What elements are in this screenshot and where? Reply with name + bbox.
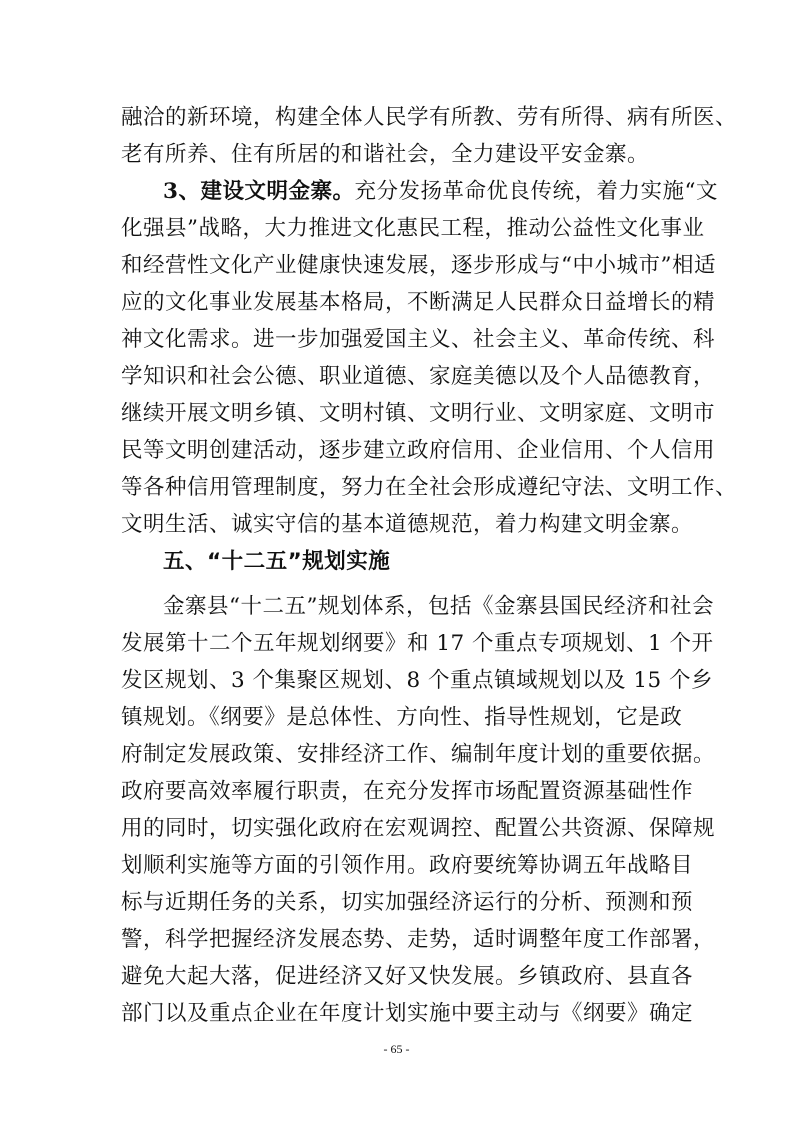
text-line: 标与近期任务的关系，切实加强经济运行的分析、预测和预: [121, 890, 694, 915]
text-line: 府制定发展政策、安排经济工作、编制年度计划的重要依据。: [121, 742, 716, 767]
text-line: 继续开展文明乡镇、文明村镇、文明行业、文明家庭、文明市: [121, 401, 716, 426]
page-number: - 65 -: [383, 1042, 410, 1056]
text-line: 用的同时，切实强化政府在宏观调控、配置公共资源、保障规: [121, 816, 716, 841]
text-line: 充分发扬革命优良传统，着力实施“文: [354, 179, 718, 204]
text-line: 化强县”战略，大力推进文化惠民工程，推动公益性文化事业: [121, 216, 705, 241]
text-line: 发展第十二个五年规划纲要》和 17 个重点专项规划、1 个开: [121, 631, 714, 656]
text-line: 警，科学把握经济发展态势、走势，适时调整年度工作部署，: [121, 927, 716, 952]
text-line: 神文化需求。进一步加强爱国主义、社会主义、革命传统、科: [121, 327, 716, 352]
text-line: 民等文明创建活动，逐步建立政府信用、企业信用、个人信用: [121, 438, 716, 463]
text-line: 划顺利实施等方面的引领作用。政府要统筹协调五年战略目: [121, 853, 694, 878]
text-line: 镇规划。《纲要》是总体性、方向性、指导性规划，它是政: [121, 705, 683, 730]
text-line: 应的文化事业发展基本格局，不断满足人民群众日益增长的精: [121, 290, 716, 315]
text-line: 政府要高效率履行职责，在充分发挥市场配置资源基础性作: [121, 779, 694, 804]
text-line: 避免大起大落，促进经济又好又快发展。乡镇政府、县直各: [121, 964, 694, 989]
text-line: 融洽的新环境，构建全体人民学有所教、劳有所得、病有所医、: [121, 105, 738, 130]
text-line: 文明生活、诚实守信的基本道德规范，着力构建文明金寨。: [121, 512, 694, 537]
section-heading: 五、“十二五”规划实施: [163, 549, 391, 574]
paragraph-start: [163, 177, 718, 207]
text-line: 和经营性文化产业健康快速发展，逐步形成与“中小城市”相适: [121, 253, 716, 278]
text-line: 老有所养、住有所居的和谐社会，全力建设平安金寨。: [121, 142, 650, 167]
text-line: 金寨县“十二五”规划体系，包括《金寨县国民经济和社会: [163, 594, 714, 619]
text-line: 部门以及重点企业在年度计划实施中要主动与《纲要》确定: [121, 1001, 694, 1026]
subheading: 3、建设文明金寨。: [163, 179, 355, 204]
text-line: 学知识和社会公德、职业道德、家庭美德以及个人品德教育，: [121, 364, 716, 389]
text-line: 等各种信用管理制度，努力在全社会形成遵纪守法、文明工作、: [121, 475, 738, 500]
text-line: 发区规划、3 个集聚区规划、8 个重点镇域规划以及 15 个乡: [121, 668, 714, 693]
